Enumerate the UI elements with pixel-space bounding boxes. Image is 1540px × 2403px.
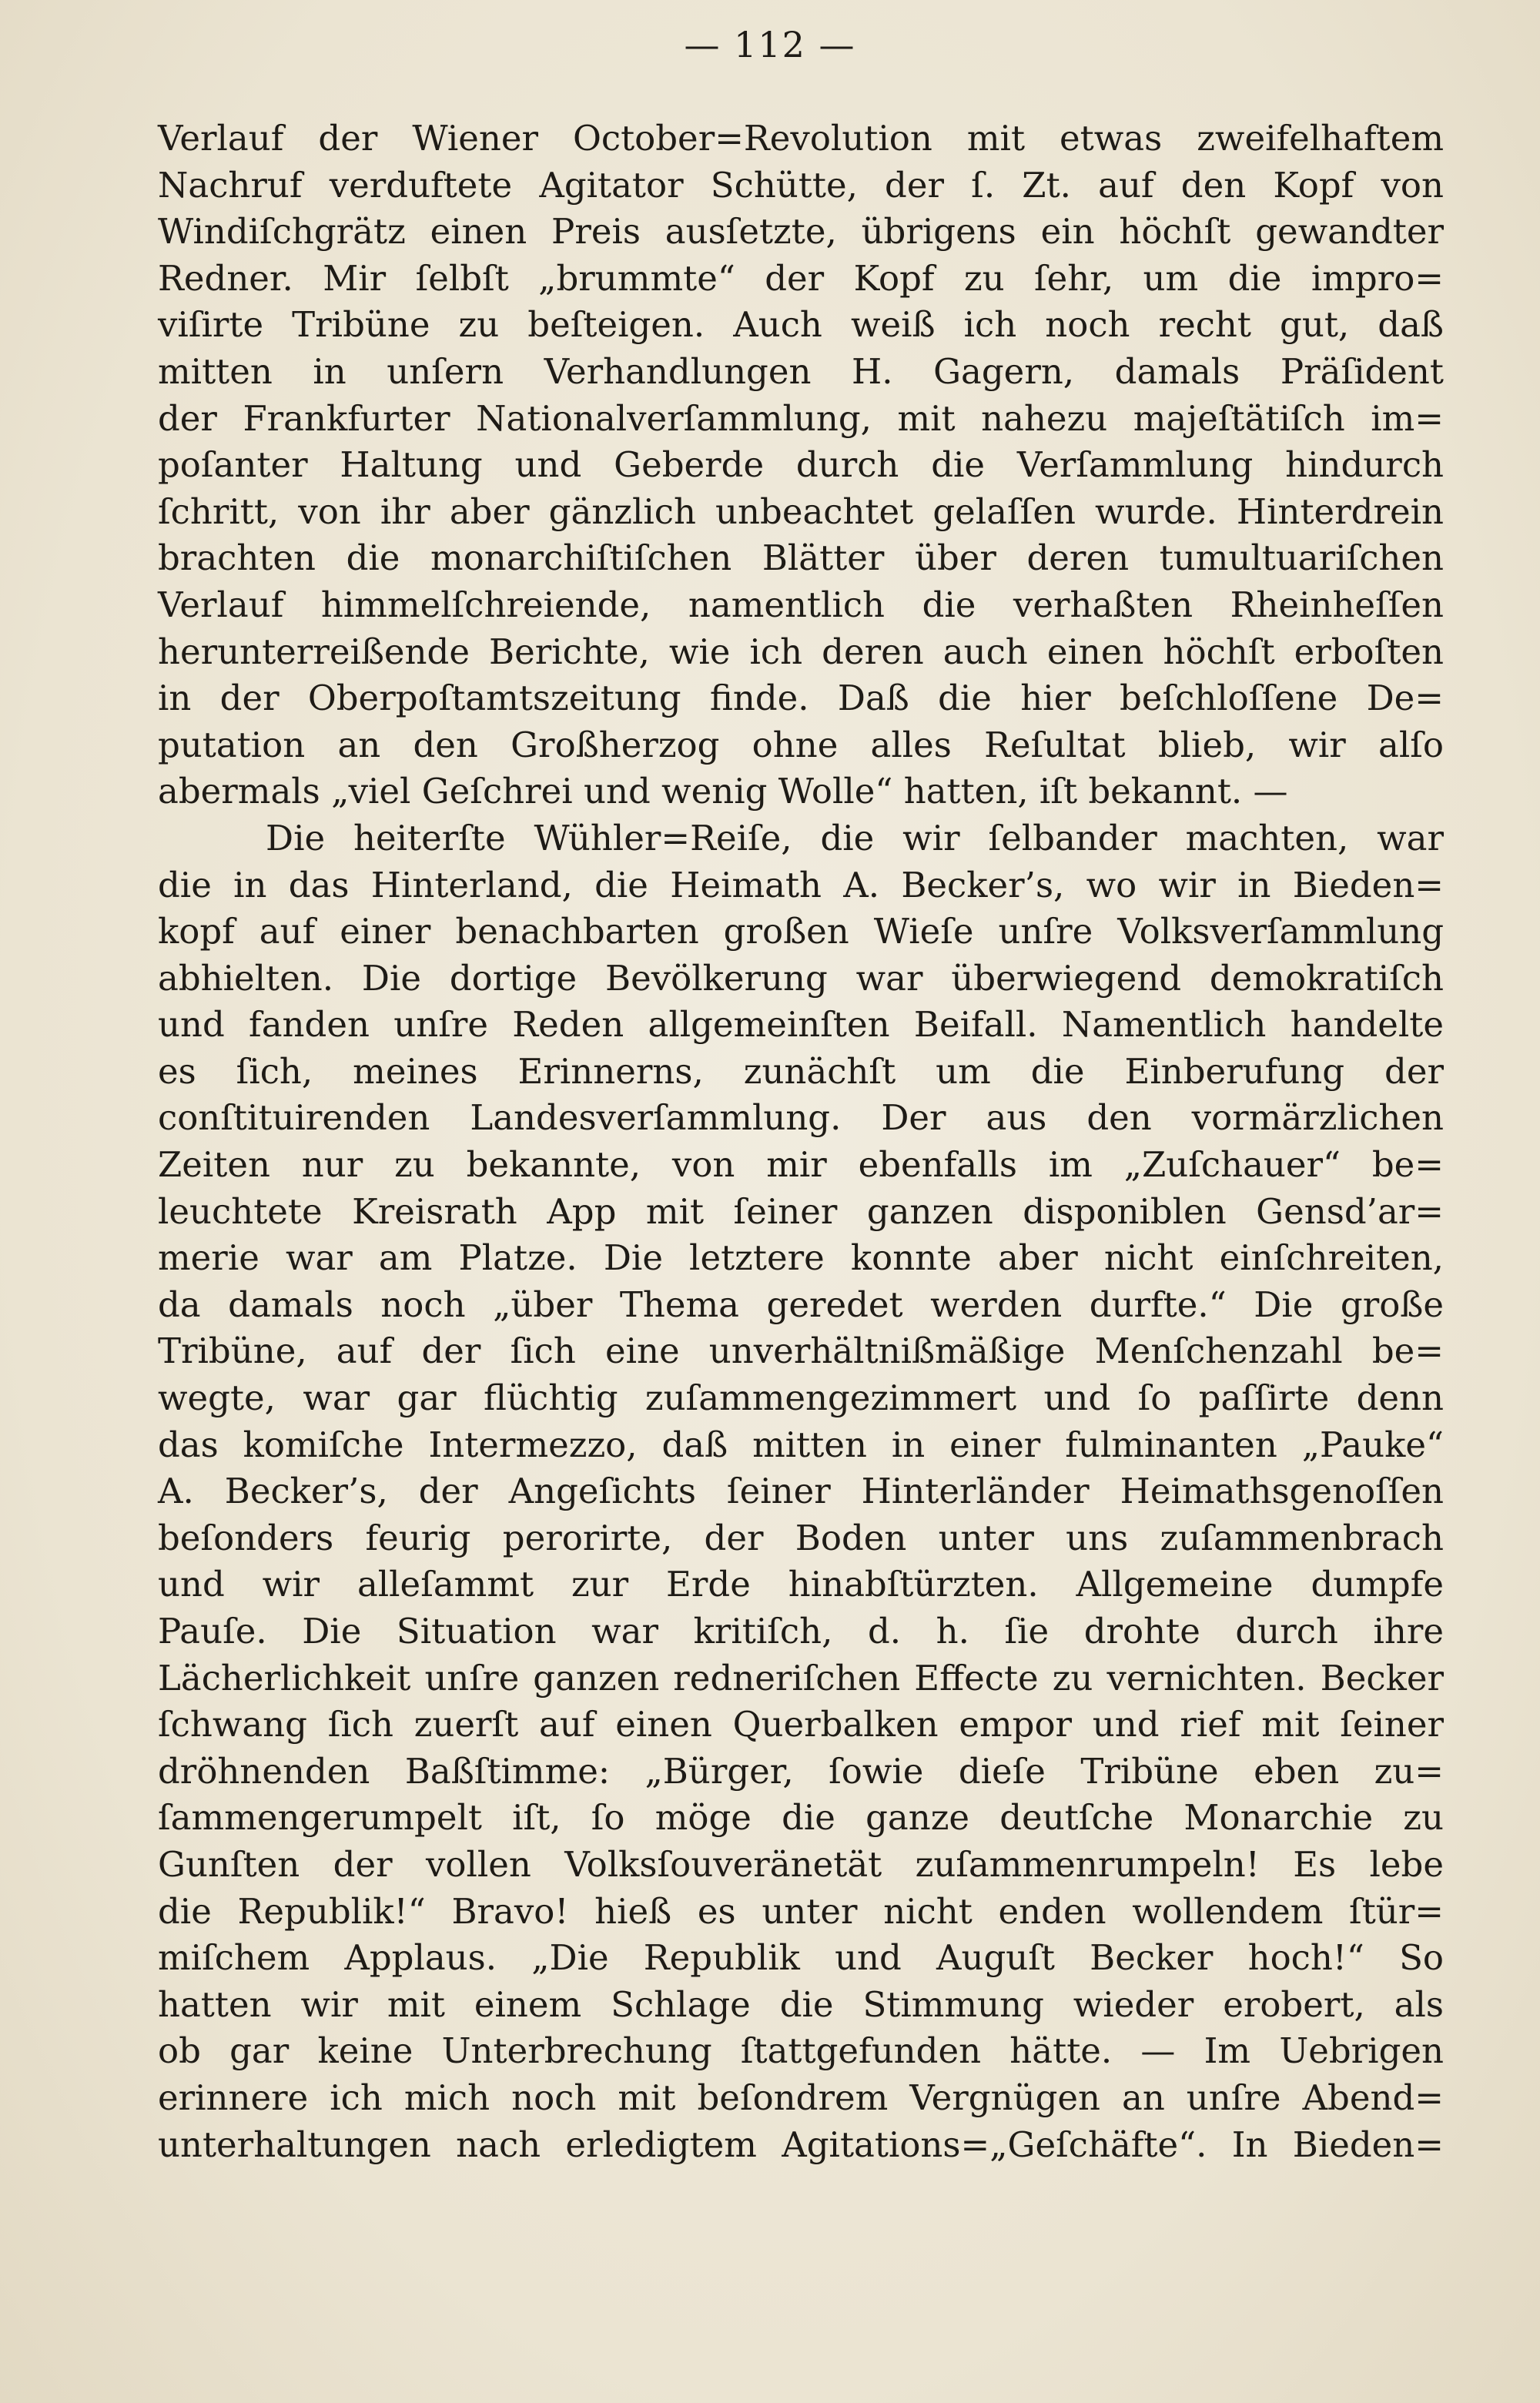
page-number: — 112 — [684,24,856,65]
text-line: dröhnenden Baßſtimme: „Bürger, ſowie dieſe Tribüne eben zu= [158,1750,1444,1792]
text-line: Verlauf der Wiener October=Revolution mit etwas zweifelhaftem [158,118,1444,159]
text-line: mitten in unſern Verhandlungen H. Gagern, damals Präſident [158,350,1444,392]
text-line: kopf auf einer benachbarten großen Wieſe unſre Volksverſammlung [158,911,1444,952]
text-line: Die heiterſte Wühler=Reiſe, die wir ſelbander machten, war [266,817,1444,858]
text-line: unterhaltungen nach erledigtem Agitations=„Geſchäfte“. In Bieden= [158,2124,1444,2165]
text-line: in der Oberpoſtamtszeitung finde. Daß die hier beſchloſſene De= [158,678,1444,719]
text-line: hatten wir mit einem Schlage die Stimmung wieder erobert, als [158,1983,1444,2025]
text-line: die in das Hinterland, die Heimath A. Becker’s, wo wir in Bieden= [158,864,1444,905]
text-line: Redner. Mir ſelbſt „brummte“ der Kopf zu ſehr, um die impro= [158,257,1444,299]
text-line: Gunſten der vollen Volksſouveränetät zuſammenrumpeln! Es lebe [158,1843,1444,1885]
text-line: miſchem Applaus. „Die Republik und Auguſt Becker hoch!“ So [158,1937,1444,1979]
text-line: Verlauf himmelſchreiende, namentlich die verhaßten Rheinheſſen [158,584,1444,625]
text-line: herunterreißende Berichte, wie ich deren auch einen höchſt erboſten [158,631,1444,672]
text-line: der Frankfurter Nationalverſammlung, mit nahezu majeſtätiſch im= [158,397,1444,439]
text-line: A. Becker’s, der Angeſichts ſeiner Hinterländer Heimathsgenoſſen [158,1471,1444,1512]
text-line: ob gar keine Unterbrechung ſtattgefunden hätte. — Im Uebrigen [158,2030,1444,2072]
text-line: Windiſchgrätz einen Preis ausſetzte, übrigens ein höchſt gewandter [158,211,1444,253]
text-line: Lächerlichkeit unſre ganzen redneriſchen Effecte zu vernichten. Becker [158,1657,1444,1698]
text-line: wegte, war gar flüchtig zuſammengezimmert und ſo paſſirte denn [158,1377,1444,1419]
text-line: es ſich, meines Erinnerns, zunächſt um die Einberufung der [158,1050,1444,1092]
text-line: ſchwang ſich zuerſt auf einen Querbalken empor und rief mit ſeiner [158,1704,1444,1745]
text-line: und wir alleſammt zur Erde hinabſtürzten. Allgemeine dumpfe [158,1564,1444,1605]
text-line: Nachruf verduftete Agitator Schütte, der ſ. Zt. auf den Kopf von [158,164,1444,206]
text-line: abhielten. Die dortige Bevölkerung war überwiegend demokratiſch [158,957,1444,999]
text-line: Pauſe. Die Situation war kritiſch, d. h. ſie drohte durch ihre [158,1611,1444,1652]
text-line: poſanter Haltung und Geberde durch die Verſammlung hindurch [158,444,1444,486]
text-line: da damals noch „über Thema geredet werden durfte.“ Die große [158,1283,1444,1325]
text-line: putation an den Großherzog ohne alles Reſultat blieb, wir alſo [158,724,1444,765]
text-line: leuchtete Kreisrath App mit ſeiner ganzen disponiblen Gensd’ar= [158,1190,1444,1232]
text-line: Zeiten nur zu bekannte, von mir ebenfalls im „Zuſchauer“ be= [158,1144,1444,1186]
text-line: und fanden unſre Reden allgemeinſten Beifall. Namentlich handelte [158,1004,1444,1046]
text-line: ſammengerumpelt iſt, ſo möge die ganze deutſche Monarchie zu [158,1797,1444,1839]
text-line: conſtituirenden Landesverſammlung. Der aus den vormärzlichen [158,1097,1444,1139]
text-line: erinnere ich mich noch mit beſondrem Vergnügen an unſre Abend= [158,2077,1444,2118]
paragraph [158,115,1444,815]
text-line: die Republik!“ Bravo! hieß es unter nicht enden wollendem ſtür= [158,1890,1444,1932]
text-line: merie war am Platze. Die letztere konnte aber nicht einſchreiten, [158,1237,1444,1279]
text-line: Tribüne, auf der ſich eine unverhältnißmäßige Menſchenzahl be= [158,1330,1444,1372]
paragraph [158,815,1444,2168]
body-text [158,115,1444,2168]
text-line: brachten die monarchiſtiſchen Blätter über deren tumultuariſchen [158,537,1444,579]
text-line: viſirte Tribüne zu beſteigen. Auch weiß ich noch recht gut, daß [158,304,1444,346]
text-line: das komiſche Intermezzo, daß mitten in einer fulminanten „Pauke“ [158,1424,1444,1465]
text-line: ſchritt, von ihr aber gänzlich unbeachtet gelaſſen wurde. Hinterdrein [158,490,1444,532]
text-line: abermals „viel Geſchrei und wenig Wolle“ hatten, iſt bekannt. — [158,771,1288,812]
text-line: beſonders feurig perorirte, der Boden unter uns zuſammenbrach [158,1517,1444,1558]
